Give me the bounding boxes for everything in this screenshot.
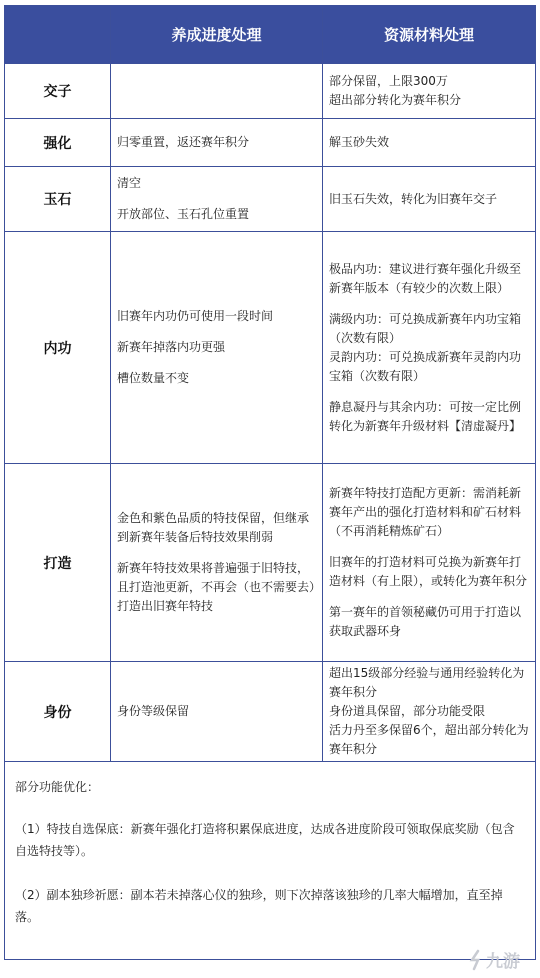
- row-label: 强化: [5, 119, 111, 167]
- table-header-row: [5, 6, 536, 64]
- row-label: 身份: [5, 662, 111, 762]
- row-label: 打造: [5, 464, 111, 662]
- note-item: （1）特技自选保底：新赛年强化打造将积累保底进度，达成各进度阶段可领取保底奖励（包含自选特技等）。: [15, 822, 515, 858]
- notes-title: 部分功能优化：: [15, 780, 100, 794]
- watermark-logo: [468, 948, 532, 972]
- watermark-logo-icon: [468, 948, 532, 972]
- table-row: [5, 662, 536, 762]
- resource-cell: 超出15级部分经验与通用经验转化为赛年积分 身份道具保留，部分功能受限 活力丹至多保留6个，超出部分转化为赛年积分: [323, 662, 536, 762]
- header-progress: 养成进度处理: [111, 6, 323, 64]
- resource-cell: 旧玉石失效，转化为旧赛年交子: [323, 167, 536, 232]
- resource-cell: 极品内功：建议进行赛年强化升级至新赛年版本（有较少的次数上限） 满级内功：可兑换成新赛年内功宝箱（次数有限） 灵韵内功：可兑换成新赛年灵韵内功宝箱（次数有限） 静息凝丹与其余内功：可按一定比例转化为新赛年升级材料【清虚凝丹】: [323, 232, 536, 464]
- progress-cell: 归零重置，返还赛年积分: [111, 119, 323, 167]
- table-row: [5, 464, 536, 662]
- optimization-notes: [4, 762, 536, 960]
- progress-cell: 金色和紫色品质的特技保留，但继承到新赛年装备后特技效果削弱 新赛年特技效果将普遍强于旧特技，且打造池更新，不再会（也不需要去）打造出旧赛年特技: [111, 464, 323, 662]
- row-label: 交子: [5, 64, 111, 119]
- progress-cell: 旧赛年内功仍可使用一段时间 新赛年掉落内功更强 槽位数量不变: [111, 232, 323, 464]
- note-item: （2）副本独珍祈愿：副本若未掉落心仪的独珍，则下次掉落该独珍的几率大幅增加，直至掉落。: [15, 888, 503, 924]
- row-label: 玉石: [5, 167, 111, 232]
- comparison-table: [4, 5, 536, 762]
- resource-cell: 新赛年特技打造配方更新：需消耗新赛年产出的强化打造材料和矿石材料（不再消耗精炼矿石） 旧赛年的打造材料可兑换为新赛年打造材料（有上限），或转化为赛年积分 第一赛年的首领秘藏仍可用于打造以获取武器环身: [323, 464, 536, 662]
- table-row: [5, 167, 536, 232]
- table-row: [5, 119, 536, 167]
- progress-cell: 身份等级保留: [111, 662, 323, 762]
- watermark-text: 九游: [486, 952, 520, 972]
- row-label: 内功: [5, 232, 111, 464]
- progress-cell: 清空 开放部位、玉石孔位重置: [111, 167, 323, 232]
- header-empty: [5, 6, 111, 64]
- header-resource: 资源材料处理: [323, 6, 536, 64]
- table-row: [5, 232, 536, 464]
- resource-cell: 部分保留，上限300万 超出部分转化为赛年积分: [323, 64, 536, 119]
- resource-cell: 解玉砂失效: [323, 119, 536, 167]
- table-row: [5, 64, 536, 119]
- progress-cell: [111, 64, 323, 119]
